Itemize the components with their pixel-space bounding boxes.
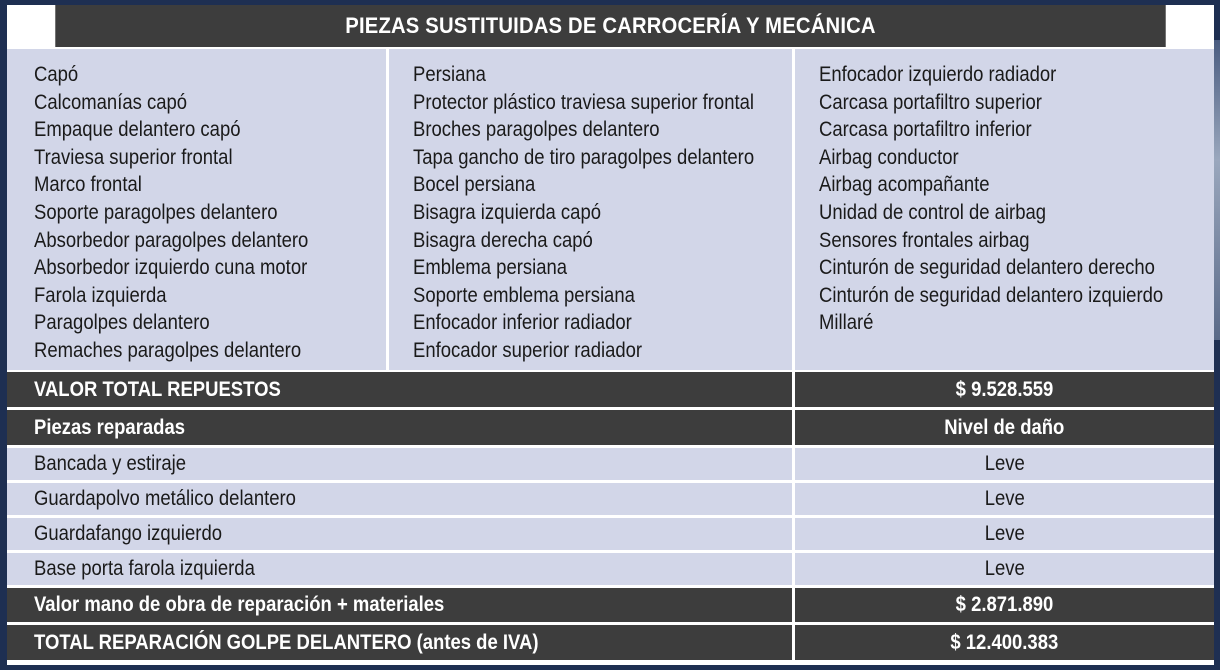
list-item: Traviesa superior frontal xyxy=(34,145,233,169)
grand-total-value: $ 12.400.383 xyxy=(950,630,1059,654)
list-item: Broches paragolpes delantero xyxy=(413,118,660,142)
list-item: Soporte emblema persiana xyxy=(413,283,635,307)
table-row xyxy=(7,483,1214,515)
list-item: Airbag acompañante xyxy=(819,173,990,197)
list-item: Enfocador izquierdo radiador xyxy=(819,63,1057,86)
repaired-part-name: Bancada y estiraje xyxy=(34,452,187,475)
repair-summary-table xyxy=(7,5,1214,665)
list-item: Bocel persiana xyxy=(413,173,536,197)
list-item: Calcomanías capó xyxy=(34,90,188,114)
damage-level-header: Nivel de daño xyxy=(944,415,1065,439)
parts-column-2 xyxy=(389,49,792,370)
repaired-part-name: Guardafango izquierdo xyxy=(34,522,223,545)
repaired-header-label: Piezas reparadas xyxy=(34,415,186,439)
list-item: Capó xyxy=(34,63,79,86)
damage-level: Leve xyxy=(984,522,1025,545)
list-item: Unidad de control de airbag xyxy=(819,200,1047,224)
table-row xyxy=(7,553,1214,585)
replaced-parts-grid xyxy=(7,49,1214,370)
list-item: Emblema persiana xyxy=(413,256,568,280)
labor-row xyxy=(7,588,1214,622)
damage-level: Leve xyxy=(984,557,1025,580)
list-item: Absorbedor paragolpes delantero xyxy=(34,228,309,252)
labor-value: $ 2.871.890 xyxy=(955,593,1054,616)
parts-column-3 xyxy=(795,49,1214,370)
list-item: Bisagra derecha capó xyxy=(413,228,593,252)
list-item: Soporte paragolpes delantero xyxy=(34,200,278,224)
damage-level: Leve xyxy=(984,487,1025,510)
list-item: Tapa gancho de tiro paragolpes delantero xyxy=(413,145,755,169)
table-row xyxy=(7,518,1214,550)
list-item: Cinturón de seguridad delantero derecho xyxy=(819,256,1155,280)
grand-total-label: TOTAL REPARACIÓN GOLPE DELANTERO (antes de IVA) xyxy=(34,630,539,654)
repaired-header-row xyxy=(7,410,1214,445)
labor-label: Valor mano de obra de reparación + materiales xyxy=(34,593,445,616)
list-item: Persiana xyxy=(413,63,486,86)
list-item: Millaré xyxy=(819,311,874,335)
list-item: Marco frontal xyxy=(34,173,142,197)
damage-level: Leve xyxy=(984,452,1025,475)
table-row xyxy=(7,448,1214,480)
list-item: Bisagra izquierda capó xyxy=(413,200,602,224)
total-parts-row xyxy=(7,372,1214,407)
list-item: Farola izquierda xyxy=(34,283,167,307)
list-item: Enfocador superior radiador xyxy=(413,338,643,362)
list-item: Carcasa portafiltro inferior xyxy=(819,118,1032,142)
list-item: Remaches paragolpes delantero xyxy=(34,338,302,362)
list-item: Cinturón de seguridad delantero izquierdo xyxy=(819,283,1164,307)
parts-column-1 xyxy=(7,49,386,370)
total-parts-label: VALOR TOTAL REPUESTOS xyxy=(34,377,281,401)
list-item: Empaque delantero capó xyxy=(34,118,241,142)
list-item: Sensores frontales airbag xyxy=(819,228,1030,252)
repaired-part-name: Base porta farola izquierda xyxy=(34,557,255,580)
list-item: Absorbedor izquierdo cuna motor xyxy=(34,256,308,280)
list-item: Enfocador inferior radiador xyxy=(413,311,632,335)
list-item: Airbag conductor xyxy=(819,145,959,169)
list-item: Paragolpes delantero xyxy=(34,311,210,335)
grand-total-row xyxy=(7,625,1214,660)
list-item: Protector plástico traviesa superior frontal xyxy=(413,90,755,114)
total-parts-value: $ 9.528.559 xyxy=(955,377,1054,401)
repaired-part-name: Guardapolvo metálico delantero xyxy=(34,487,296,510)
list-item: Carcasa portafiltro superior xyxy=(819,90,1042,114)
table-title: PIEZAS SUSTITUIDAS DE CARROCERÍA Y MECÁNICA xyxy=(55,5,1165,47)
